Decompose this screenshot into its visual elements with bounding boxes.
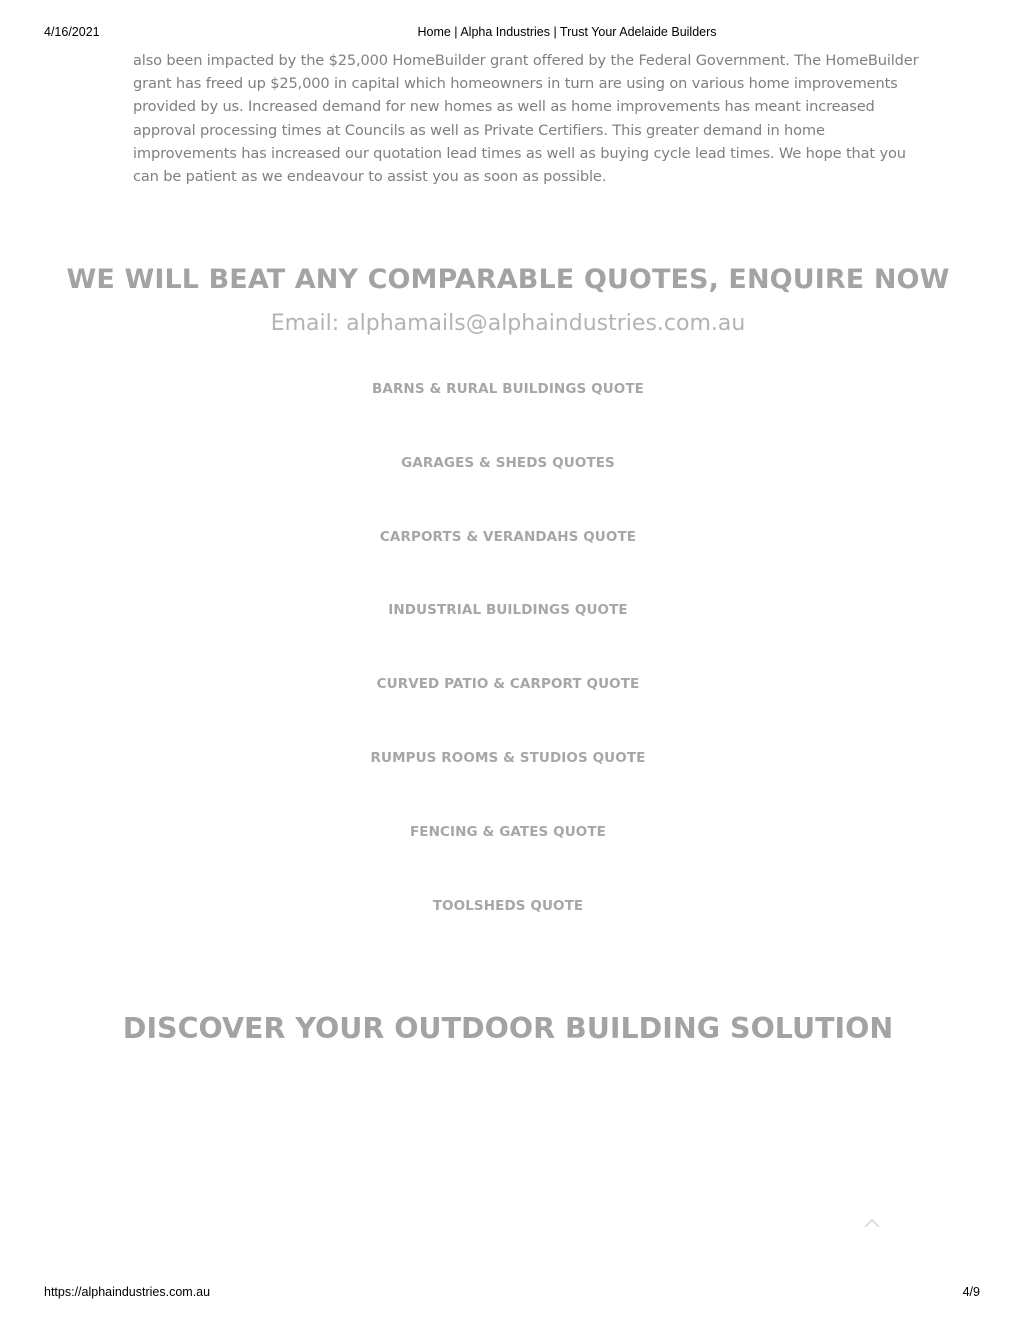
print-page-title: Home | Alpha Industries | Trust Your Adelaide Builders — [417, 25, 717, 39]
intro-paragraph — [133, 49, 923, 188]
chevron-up-icon — [861, 1215, 883, 1231]
print-page-number: 4/9 — [962, 1285, 980, 1299]
cta-email: Email: alphamails@alphaindustries.com.au — [270, 311, 746, 336]
intro-line: provided by us. Increased demand for new homes as well as home improvements has meant increased — [133, 98, 875, 116]
cta-heading: WE WILL BEAT ANY COMPARABLE QUOTES, ENQUIRE NOW — [66, 264, 950, 295]
quote-link-fencing[interactable]: FENCING & GATES QUOTE — [409, 823, 606, 840]
print-date: 4/16/2021 — [44, 25, 100, 39]
intro-line: approval processing times at Councils as well as Private Certifiers. This greater demand in home — [133, 121, 825, 139]
scroll-to-top-button[interactable] — [861, 1215, 883, 1231]
intro-line: grant has freed up $25,000 in capital which homeowners in turn are using on various home improvements — [133, 75, 898, 93]
intro-line: improvements has increased our quotation lead times as well as buying cycle lead times. We hope that you — [133, 144, 906, 162]
quote-link-carports[interactable]: CARPORTS & VERANDAHS QUOTE — [379, 528, 637, 545]
print-header — [0, 25, 1024, 41]
print-url: https://alphaindustries.com.au — [44, 1285, 211, 1299]
quote-link-curved-patio[interactable]: CURVED PATIO & CARPORT QUOTE — [376, 676, 640, 693]
quote-link-barns[interactable]: BARNS & RURAL BUILDINGS QUOTE — [372, 381, 644, 397]
intro-line: can be patient as we endeavour to assist you as soon as possible. — [133, 168, 607, 186]
quote-links-list — [0, 381, 1016, 971]
print-footer — [0, 1285, 1024, 1301]
quote-link-toolsheds[interactable]: TOOLSHEDS QUOTE — [432, 897, 584, 914]
quote-link-garages[interactable]: GARAGES & SHEDS QUOTES — [401, 454, 615, 471]
quote-link-industrial[interactable]: INDUSTRIAL BUILDINGS QUOTE — [388, 602, 628, 619]
quote-link-rumpus-rooms[interactable]: RUMPUS ROOMS & STUDIOS QUOTE — [370, 749, 646, 766]
intro-line: also been impacted by the $25,000 HomeBuilder grant offered by the Federal Government. The HomeBuilder — [133, 52, 919, 69]
discover-heading: DISCOVER YOUR OUTDOOR BUILDING SOLUTION — [122, 1012, 894, 1045]
